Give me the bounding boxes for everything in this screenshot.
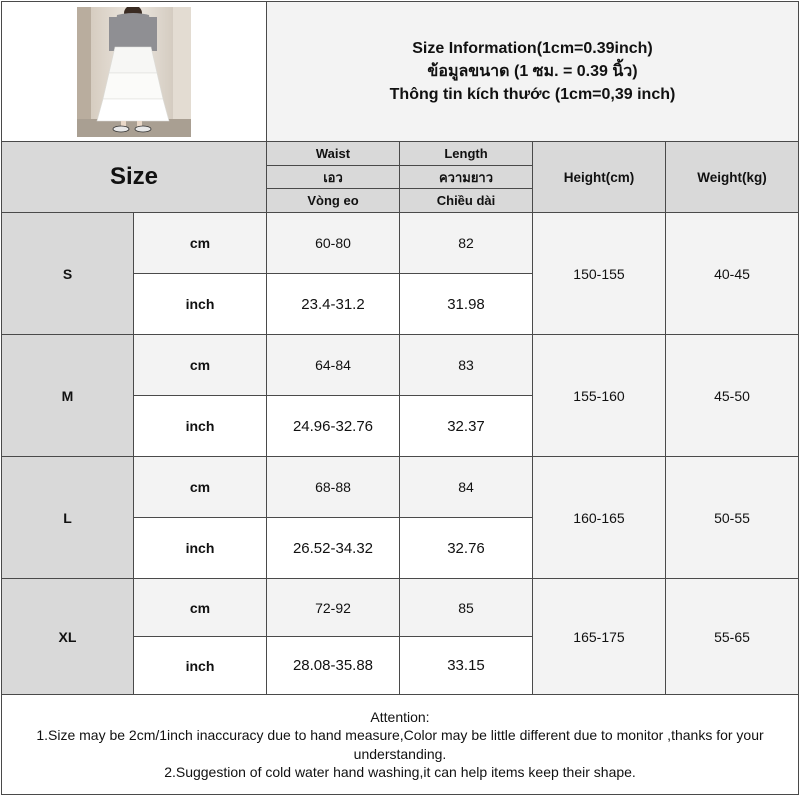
weight-m: 45-50 bbox=[666, 335, 799, 457]
length-inch-m: 32.37 bbox=[400, 396, 533, 457]
product-photo-cell bbox=[2, 2, 267, 142]
height-xl: 165-175 bbox=[533, 579, 666, 695]
length-inch-s: 31.98 bbox=[400, 274, 533, 335]
length-cm-l: 84 bbox=[400, 457, 533, 518]
size-info-english: Size Information(1cm=0.39inch) bbox=[412, 40, 653, 57]
length-cm-m: 83 bbox=[400, 335, 533, 396]
attention-title: Attention: bbox=[370, 708, 430, 725]
weight-l: 50-55 bbox=[666, 457, 799, 579]
size-information-cell bbox=[267, 2, 799, 142]
attention-notes bbox=[2, 695, 799, 795]
size-info-vietnamese: Thông tin kích thước (1cm=0,39 inch) bbox=[389, 86, 676, 103]
weight-s: 40-45 bbox=[666, 213, 799, 335]
height-header: Height(cm) bbox=[533, 142, 666, 213]
size-title: Size bbox=[2, 142, 267, 213]
product-photo bbox=[77, 7, 191, 137]
waist-cm-xl: 72-92 bbox=[267, 579, 400, 637]
length-cm-xl: 85 bbox=[400, 579, 533, 637]
height-l: 160-165 bbox=[533, 457, 666, 579]
unit-cm: cm bbox=[134, 213, 267, 274]
unit-inch: inch bbox=[134, 396, 267, 457]
size-table bbox=[1, 1, 799, 795]
length-header-vi: Chiều dài bbox=[400, 189, 533, 213]
waist-inch-xl: 28.08-35.88 bbox=[267, 637, 400, 695]
length-inch-l: 32.76 bbox=[400, 518, 533, 579]
length-inch-xl: 33.15 bbox=[400, 637, 533, 695]
length-cm-s: 82 bbox=[400, 213, 533, 274]
attention-note-1: 1.Size may be 2cm/1inch inaccuracy due to hand measure,Color may be little different due to monitor ,thanks for your understanding. bbox=[36, 727, 764, 762]
waist-cm-l: 68-88 bbox=[267, 457, 400, 518]
height-s: 150-155 bbox=[533, 213, 666, 335]
size-l-label: L bbox=[2, 457, 134, 579]
waist-header-th: เอว bbox=[267, 166, 400, 189]
waist-inch-l: 26.52-34.32 bbox=[267, 518, 400, 579]
size-xl-label: XL bbox=[2, 579, 134, 695]
unit-inch: inch bbox=[134, 637, 267, 695]
unit-cm: cm bbox=[134, 457, 267, 518]
unit-cm: cm bbox=[134, 335, 267, 396]
size-s-label: S bbox=[2, 213, 134, 335]
waist-inch-s: 23.4-31.2 bbox=[267, 274, 400, 335]
waist-cm-m: 64-84 bbox=[267, 335, 400, 396]
weight-xl: 55-65 bbox=[666, 579, 799, 695]
attention-note-2: 2.Suggestion of cold water hand washing,it can help items keep their shape. bbox=[164, 764, 636, 780]
waist-header-vi: Vòng eo bbox=[267, 189, 400, 213]
waist-cm-s: 60-80 bbox=[267, 213, 400, 274]
size-info-thai: ข้อมูลขนาด (1 ซม. = 0.39 นิ้ว) bbox=[427, 63, 638, 80]
unit-cm: cm bbox=[134, 579, 267, 637]
waist-header-en: Waist bbox=[267, 142, 400, 166]
length-header-en: Length bbox=[400, 142, 533, 166]
unit-inch: inch bbox=[134, 274, 267, 335]
unit-inch: inch bbox=[134, 518, 267, 579]
weight-header: Weight(kg) bbox=[666, 142, 799, 213]
length-header-th: ความยาว bbox=[400, 166, 533, 189]
waist-inch-m: 24.96-32.76 bbox=[267, 396, 400, 457]
size-m-label: M bbox=[2, 335, 134, 457]
height-m: 155-160 bbox=[533, 335, 666, 457]
